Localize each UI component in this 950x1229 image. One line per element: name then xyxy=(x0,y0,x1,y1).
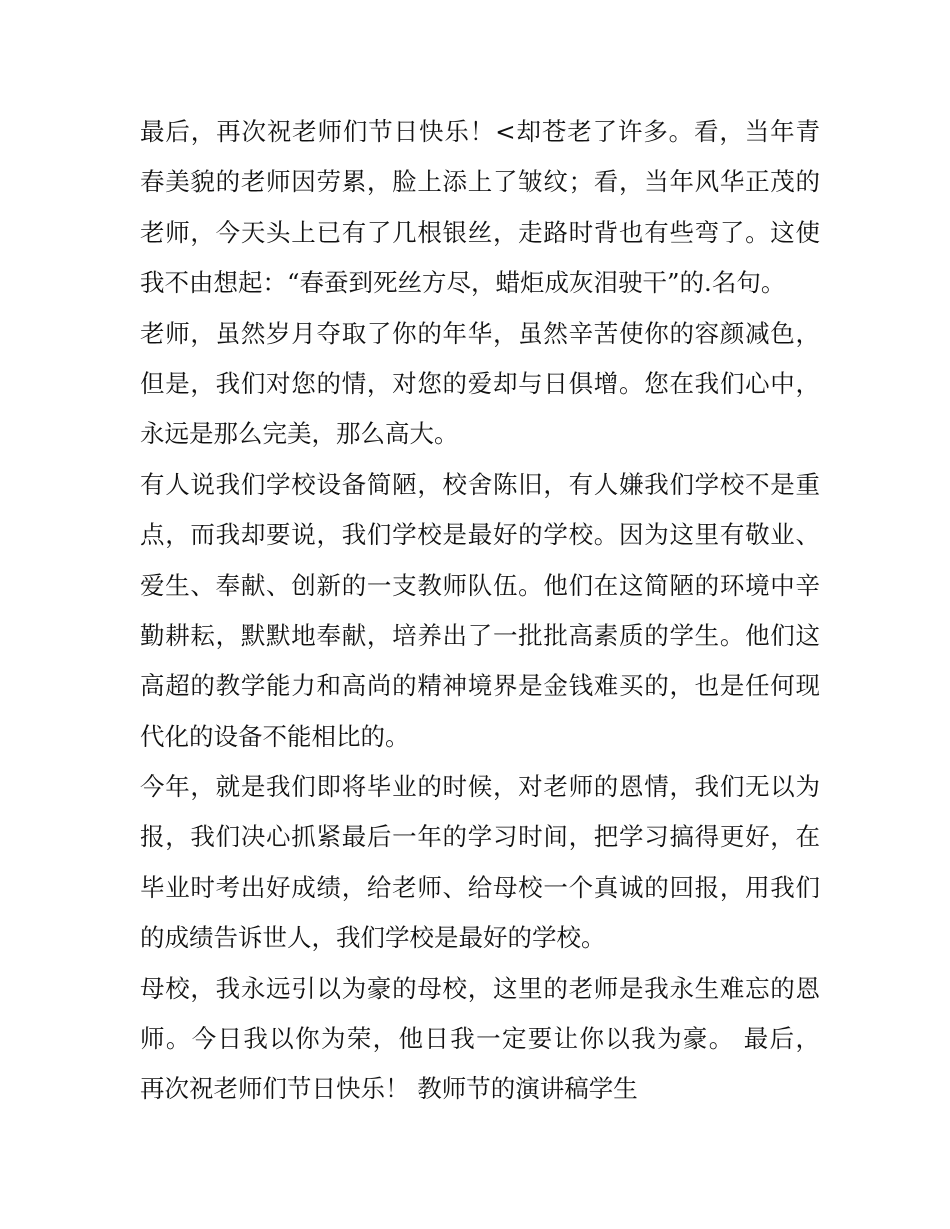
text-line: 再次祝老师们节日快乐！ 教师节的演讲稿学生 xyxy=(140,1074,638,1104)
text-line: 永远是那么完美，那么高大。 xyxy=(140,419,459,449)
text-line: 春美貌的老师因劳累，脸上添上了皱纹；看，当年风华正茂的 xyxy=(140,167,820,197)
text-line: 毕业时考出好成绩，给老师、给母校一个真诚的回报，用我们 xyxy=(140,872,820,902)
text-line: 勤耕耘，默默地奉献，培养出了一批批高素质的学生。他们这 xyxy=(140,620,820,650)
text-line: 最后，再次祝老师们节日快乐！<却苍老了许多。看，当年青 xyxy=(140,117,820,146)
text-line: 师。今日我以你为荣，他日我一定要让你以我为豪。 最后， xyxy=(140,1024,820,1054)
text-line: 爱生、奉献、创新的一支教师队伍。他们在这简陋的环境中辛 xyxy=(140,570,820,600)
text-line: 代化的设备不能相比的。 xyxy=(140,721,410,751)
text-line: 但是，我们对您的情，对您的爱却与日俱增。您在我们心中， xyxy=(140,368,820,398)
text-line: 高超的教学能力和高尚的精神境界是金钱难买的，也是任何现 xyxy=(140,671,820,701)
text-line: 有人说我们学校设备简陋，校舍陈旧，有人嫌我们学校不是重 xyxy=(140,469,820,499)
text-line: 我不由想起：“春蚕到死丝方尽，蜡炬成灰泪驶干”的.名句。 xyxy=(140,268,786,298)
text-line: 老师，虽然岁月夺取了你的年华，虽然辛苦使你的容颜减色， xyxy=(140,318,820,348)
text-line: 今年，就是我们即将毕业的时候，对老师的恩情，我们无以为 xyxy=(140,772,820,802)
text-line: 母校，我永远引以为豪的母校，这里的老师是我永生难忘的恩 xyxy=(140,973,820,1003)
text-line: 老师，今天头上已有了几根银丝，走路时背也有些弯了。这使 xyxy=(140,217,820,247)
text-line: 的成绩告诉世人，我们学校是最好的学校。 xyxy=(140,923,606,953)
text-line: 报，我们决心抓紧最后一年的学习时间，把学习搞得更好，在 xyxy=(140,822,820,852)
text-line: 点，而我却要说，我们学校是最好的学校。因为这里有敬业、 xyxy=(140,520,820,550)
speech-text xyxy=(140,107,820,1115)
